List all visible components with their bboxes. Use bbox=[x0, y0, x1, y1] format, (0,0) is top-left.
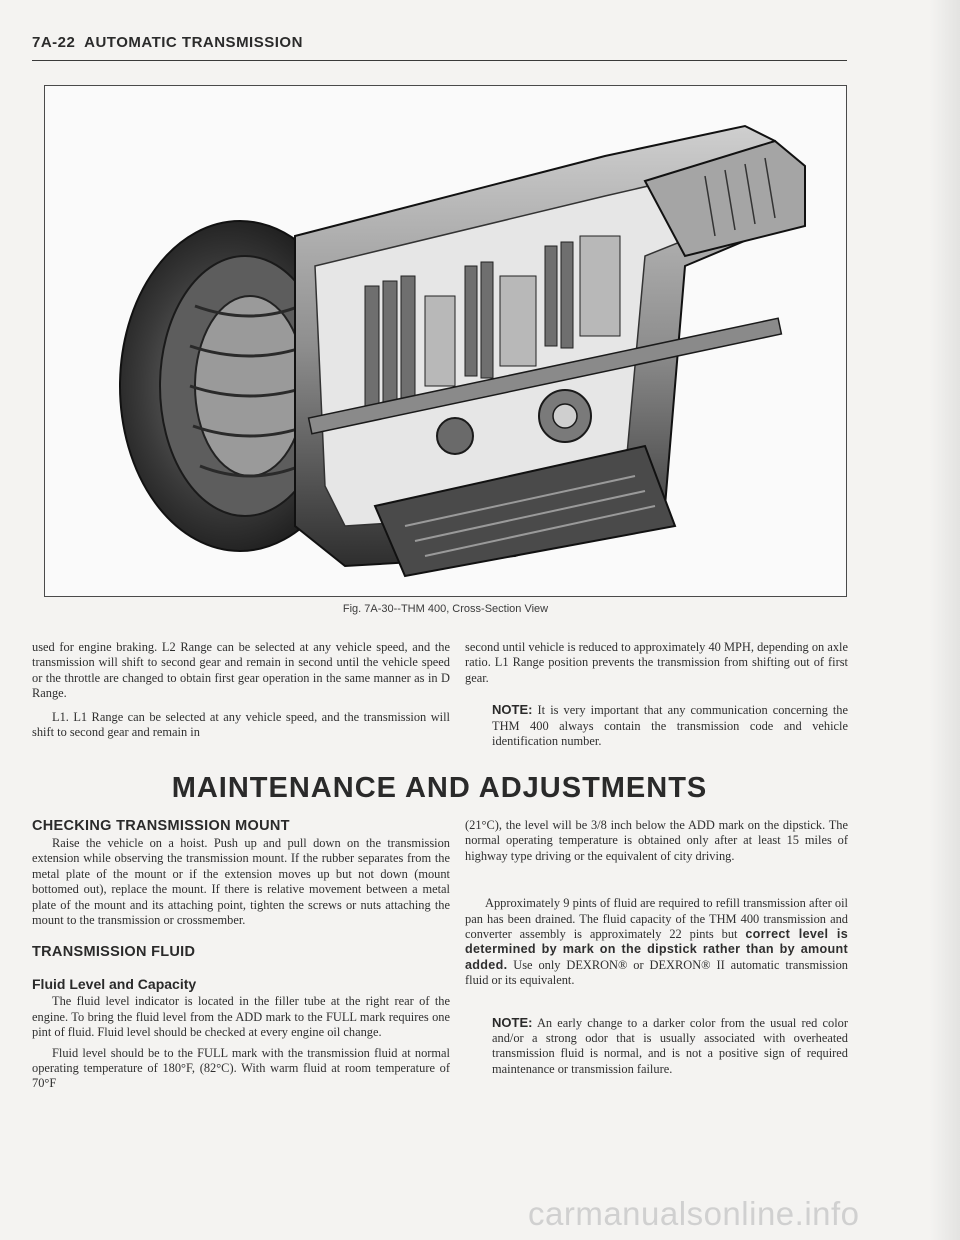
refill-emphasis: correct level is determined by mark on the dipstick rather than by amount added. bbox=[465, 927, 848, 972]
right-column-bottom bbox=[465, 818, 848, 1077]
left-column-top bbox=[32, 640, 450, 740]
note-label: NOTE: bbox=[492, 1014, 533, 1030]
paragraph-l1-continued: second until vehicle is reduced to approximately 40 MPH, depending on axle ratio. L1 Range position prevents the transmission from shifting out of first gear. bbox=[465, 640, 848, 685]
page-header-label: 7A-22 AUTOMATIC TRANSMISSION bbox=[32, 34, 303, 51]
watermark: carmanualsonline.info bbox=[528, 1195, 860, 1232]
note-fluid-color bbox=[465, 1015, 848, 1078]
paragraph-fluid-level: The fluid level indicator is located in the filler tube at the right rear of the engine. To bring the fluid level from the ADD mark to the FULL mark requires one pint of fluid. Fluid level should be checked at every engine oil change. bbox=[32, 994, 450, 1040]
figure-frame bbox=[44, 85, 847, 597]
section-title: MAINTENANCE AND ADJUSTMENTS bbox=[171, 772, 708, 804]
note-communication bbox=[465, 702, 848, 749]
note-fluid-color-text bbox=[492, 1015, 848, 1078]
heading-transmission-fluid: TRANSMISSION FLUID bbox=[32, 944, 196, 961]
note-communication-text bbox=[492, 702, 848, 749]
paragraph-mount: Raise the vehicle on a hoist. Push up and pull down on the transmission extension while observing the transmission mount. If the rubber separates from the metal plate of the mount or if the extension moves up but not down (mount bottomed out), replace the mount. If there is relative movement between a metal plate of the mount and its attaching point, tighten the screws or nuts attaching the mount to the transmission or crossmember. bbox=[32, 836, 450, 928]
refill-text-b: Use only DEXRON® or DEXRON® II automatic transmission fluid or its equivalent. bbox=[465, 957, 848, 988]
heading-checking-mount: CHECKING TRANSMISSION MOUNT bbox=[32, 818, 290, 834]
right-column-top bbox=[465, 640, 848, 749]
note-body: An early change to a darker color from the usual red color and/or a strong odor that is usually associated with overheated transmission fluid is normal, and is not a positive sign of required maintenance or transmission failure. bbox=[492, 1015, 848, 1076]
transmission-cutaway-illustration bbox=[45, 86, 846, 596]
note-label: NOTE: bbox=[492, 702, 533, 718]
note-body: It is very important that any communication concerning the THM 400 always contain the transmission code and vehicle identification number. bbox=[492, 703, 848, 749]
paragraph-room-temperature: (21°C), the level will be 3/8 inch below the ADD mark on the dipstick. The normal operating temperature is obtained only after at least 15 miles of highway type driving or the equivalent of city driving. bbox=[465, 818, 848, 863]
left-column-bottom bbox=[32, 818, 450, 1092]
page-edge-shadow bbox=[930, 0, 960, 1240]
paragraph-refill bbox=[465, 896, 848, 988]
paragraph-l2-range: used for engine braking. L2 Range can be selected at any vehicle speed, and the transmission will shift to second gear and remain in second until the vehicle speed or the throttle are changed to obtain first gear operation in the same manner as in D Range. bbox=[32, 640, 450, 701]
refill-text-a: Approximately 9 pints of fluid are required to refill transmission after oil pan has been drained. The fluid capacity of the THM 400 transmission and converter assembly is approximately 22 pints but bbox=[465, 896, 848, 942]
paragraph-fluid-temperature: Fluid level should be to the FULL mark with the transmission fluid at normal operating temperature of 180°F, (82°C). With warm fluid at room temperature of 70°F bbox=[32, 1045, 450, 1091]
paragraph-l1-range: L1. L1 Range can be selected at any vehicle speed, and the transmission will shift to second gear and remain in bbox=[32, 709, 450, 740]
heading-fluid-level: Fluid Level and Capacity bbox=[32, 976, 197, 993]
figure-caption: Fig. 7A-30--THM 400, Cross-Section View bbox=[342, 603, 549, 615]
page-header bbox=[32, 28, 847, 61]
